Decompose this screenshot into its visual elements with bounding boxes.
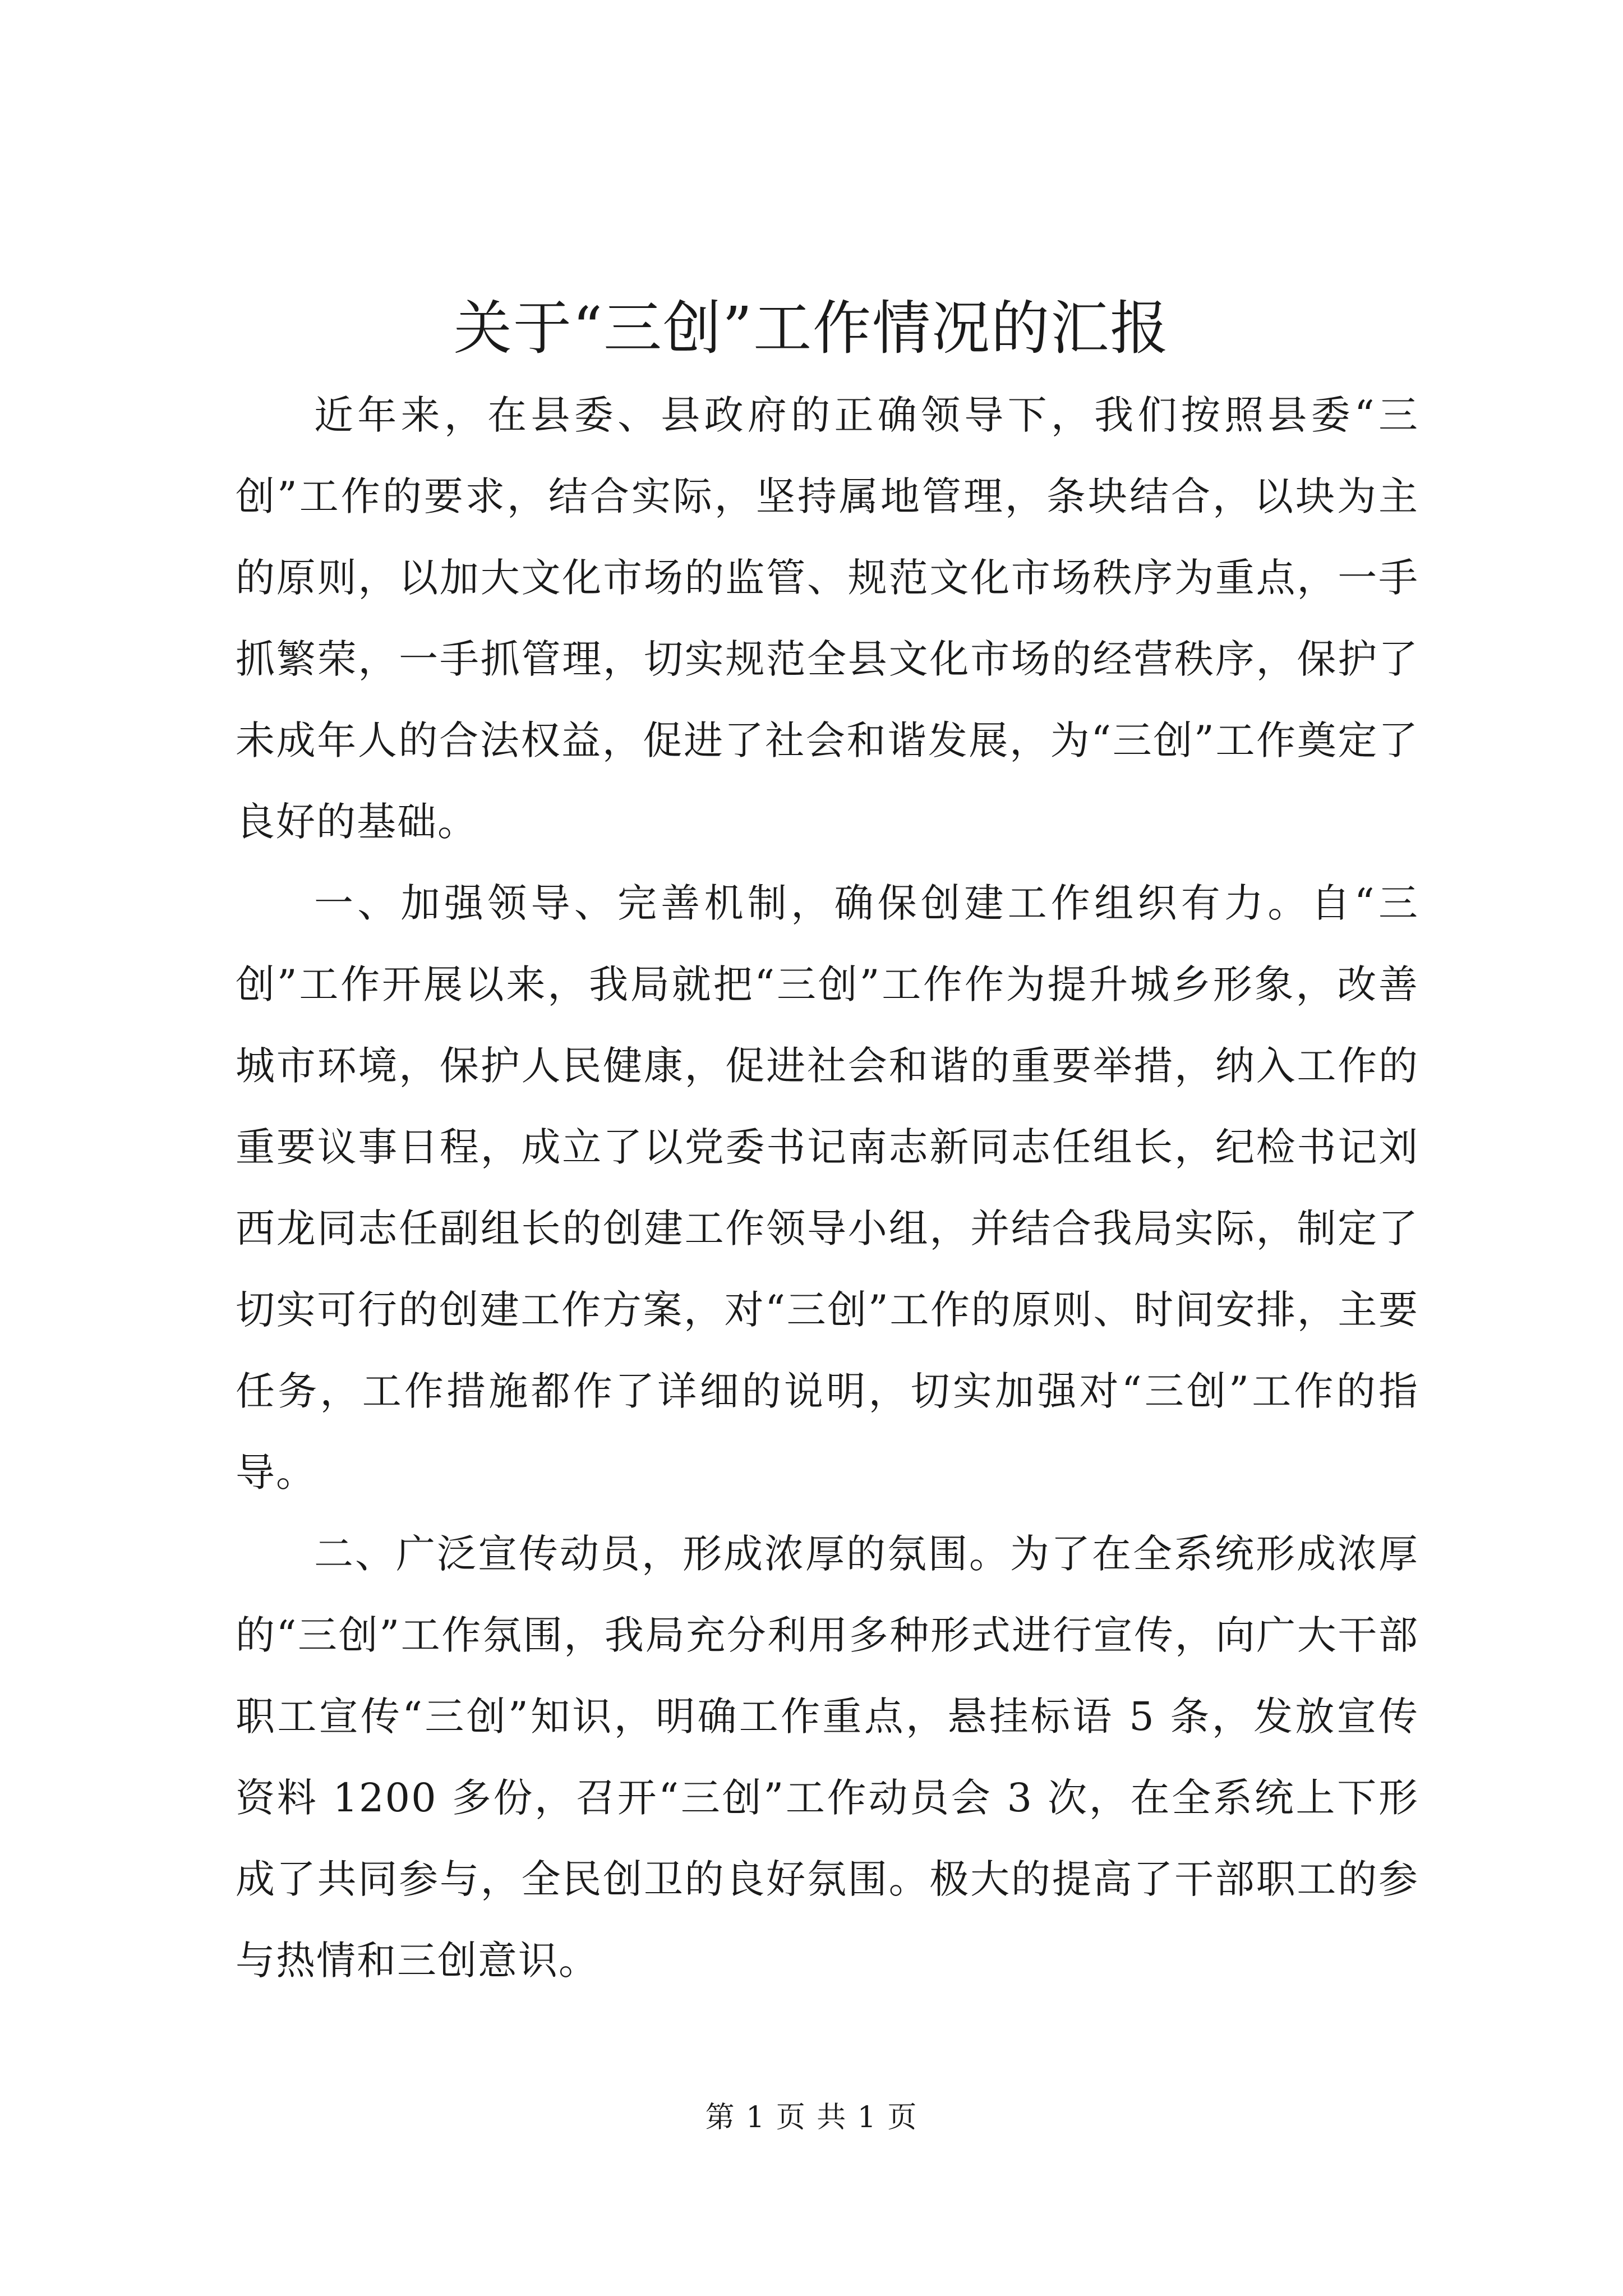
document-title: 关于“三创”工作情况的汇报: [453, 294, 1170, 362]
paragraph-section-1: 一、加强领导、完善机制，确保创建工作组织有力。自“三创”工作开展以来，我局就把“三创”工作作为提升城乡形象，改善城市环境，保护人民健康，促进社会和谐的重要举措，纳入工作的重要议事日程，成立了以党委书记南志新同志任组长，纪检书记刘西龙同志任副组长的创建工作领导小组，并结合我局实际，制定了切实可行的创建工作方案，对“三创”工作的原则、时间安排，主要任务，工作措施都作了详细的说明，切实加强对“三创”工作的指导。: [236, 880, 1419, 1496]
paragraph-section-2: 二、广泛宣传动员，形成浓厚的氛围。为了在全系统形成浓厚的“三创”工作氛围，我局充分利用多种形式进行宣传，向广大干部职工宣传“三创”知识，明确工作重点，悬挂标语 5 条，发放宣传资料 1200 多份，召开“三创”工作动员会 3 次，在全系统上下形成了共同参与，全民创卫的良好氛围。极大的提高了干部职工的参与热情和三创意识。: [236, 1531, 1419, 1984]
paragraph-intro: 近年来，在县委、县政府的正确领导下，我们按照县委“三创”工作的要求，结合实际，坚持属地管理，条块结合，以块为主的原则，以加大文化市场的监管、规范文化市场秩序为重点，一手抓繁荣，一手抓管理，切实规范全县文化市场的经营秩序，保护了未成年人的合法权益，促进了社会和谐发展，为“三创”工作奠定了良好的基础。: [236, 392, 1419, 845]
document-body: [236, 375, 1419, 2001]
page-number: 第 1 页 共 1 页: [705, 2101, 918, 2134]
